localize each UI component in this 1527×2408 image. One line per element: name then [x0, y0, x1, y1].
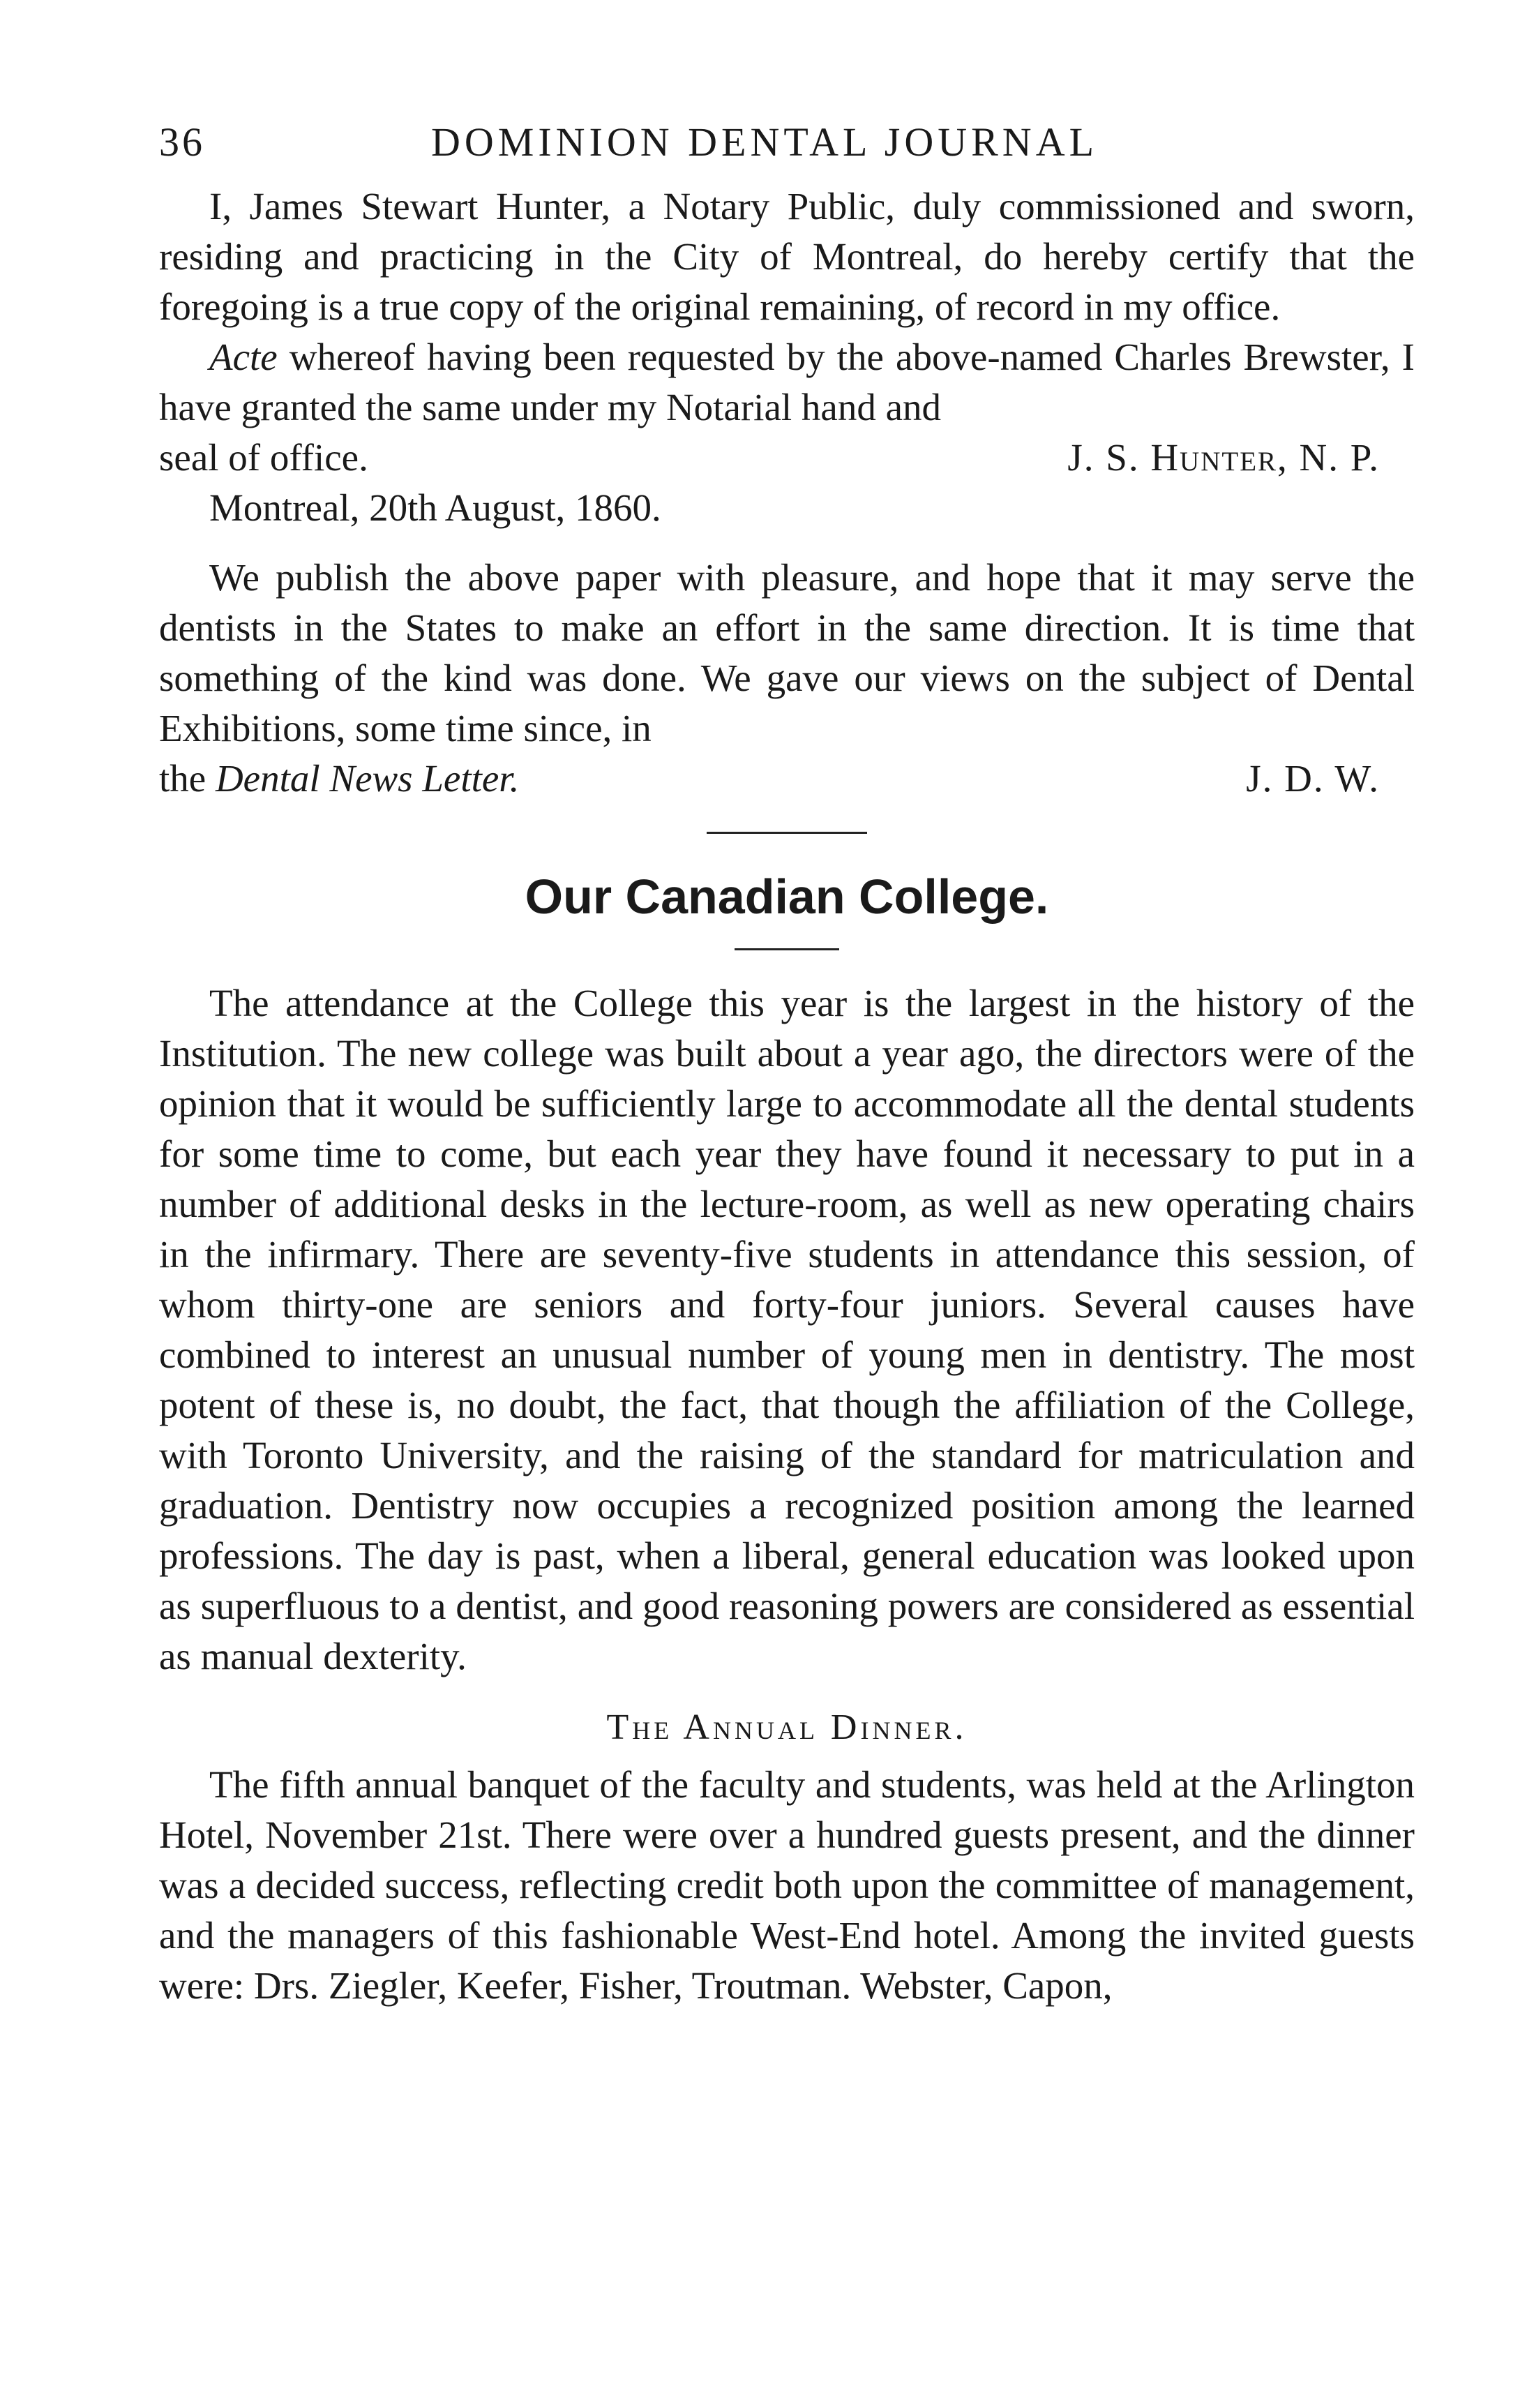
notary-paragraph: I, James Stewart Hunter, a Notary Public, duly commissioned and sworn, residing and practicing in the City of Montreal, do hereby certify that the foregoing is a true copy of the original remaining, of record in my office.	[159, 185, 1415, 328]
dinner-paragraph: The fifth annual banquet of the faculty and students, was held at the Arlington Hotel, November 21st. There were over a hundred guests present, and the dinner was a decided success, reflecting credit both upon the committee of management, and the managers of this fashionable West-End hotel. Among the invited guests were: Drs. Ziegler, Keefer, Fisher, Troutman. Webster, Capon,	[159, 1763, 1415, 2007]
notary-certificate	[159, 181, 1415, 533]
editorial-paragraph: We publish the above paper with pleasure, and hope that it may serve the dentists in the States to make an effort in the same direction. It is time that something of the kind was done. We gave our views on the subject of Dental Exhibitions, some time since, in	[159, 556, 1415, 749]
section-divider	[707, 832, 867, 834]
acte-italic: Acte	[209, 336, 278, 378]
seal-line	[159, 433, 1415, 483]
publication-prefix: the	[159, 757, 216, 800]
dinner-heading: The Annual Dinner.	[606, 1707, 968, 1747]
spacer	[159, 533, 1415, 553]
editorial-signature-line	[159, 754, 1415, 804]
editor-initials: J. D. W.	[1246, 757, 1380, 800]
page-number: 36	[159, 119, 205, 165]
college-paragraph: The attendance at the College this year is the largest in the history of the Institution. The new college was built about a year ago, the directors were of the opinion that it would be sufficiently large to accommodate all the dental students for some time to come, but each year they have found it necessary to put in a number of additional desks in the lecture-room, as well as new operating chairs in the infirmary. There are seventy-five students in attendance this session, of whom thirty-one are seniors and forty-four juniors. Several causes have combined to interest an unusual number of young men in dentistry. The most potent of these is, no doubt, the fact, that though the affiliation of the College, with Toronto University, and the raising of the standard for matriculation and graduation. Dentistry now occupies a recognized position among the learned professions. The day is past, when a liberal, general education was looked upon as superfluous to a dentist, and good reasoning powers are considered as essential as manual dexterity.	[159, 982, 1415, 1677]
notary-signature: J. S. Hunter, N. P.	[1067, 436, 1380, 479]
section-title: Our Canadian College.	[525, 869, 1049, 924]
editorial-note	[159, 553, 1415, 804]
acte-paragraph	[159, 332, 1415, 433]
page-header	[159, 105, 1415, 181]
journal-page	[159, 105, 1415, 2011]
publication-title: Dental News Letter.	[215, 757, 520, 800]
seal-text: seal of office.	[159, 436, 368, 479]
title-underline	[735, 948, 839, 950]
publication-line	[159, 754, 519, 804]
date-line: Montreal, 20th August, 1860.	[209, 486, 661, 529]
running-head: DOMINION DENTAL JOURNAL	[431, 119, 1099, 165]
acte-text: whereof having been requested by the above-named Charles Brewster, I have granted the same under my Notarial hand and	[159, 336, 1415, 428]
